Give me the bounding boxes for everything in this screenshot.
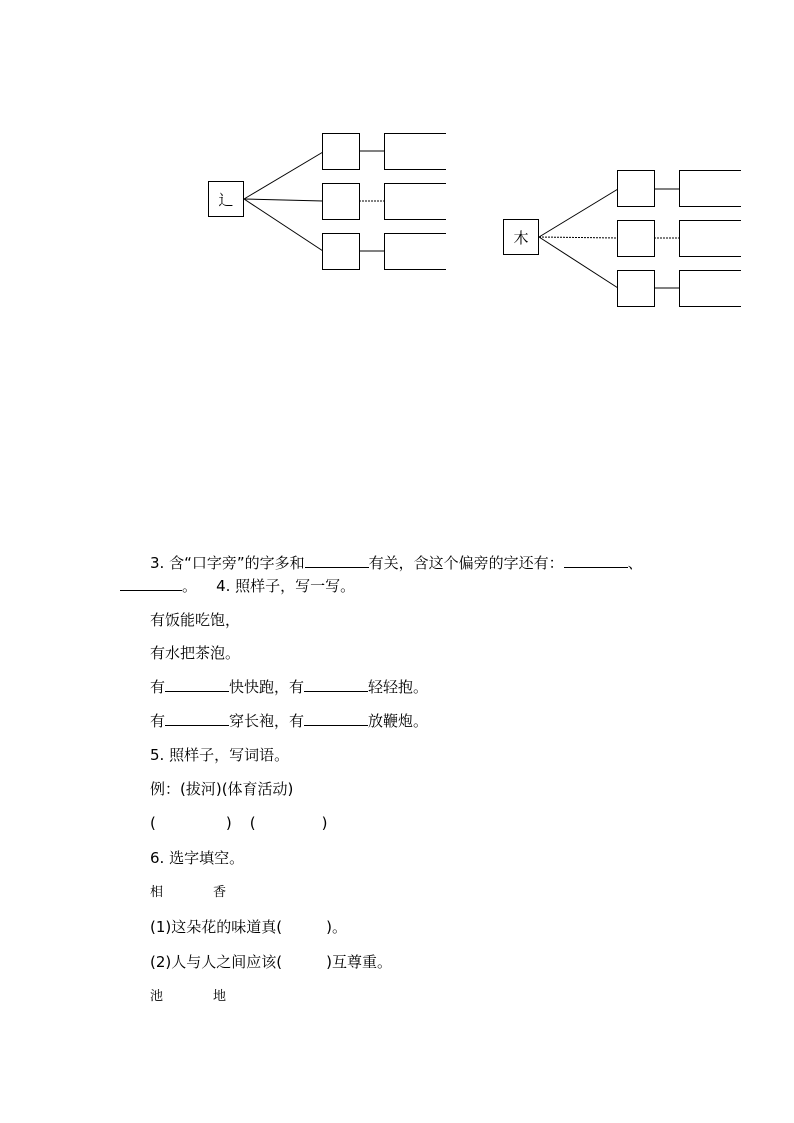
q5-paren-open-2: ( bbox=[249, 814, 256, 832]
q6-pair2-a: 池 bbox=[150, 989, 164, 1004]
q4-line-1: 有饭能吃饱， bbox=[150, 611, 241, 629]
q4-line4-b: 穿长袍，有 bbox=[229, 712, 305, 730]
q4-blank-4[interactable] bbox=[304, 711, 368, 726]
q6-pair2-b: 地 bbox=[213, 989, 227, 1004]
q6-pair1-b: 香 bbox=[213, 885, 227, 900]
q6-pair-2 bbox=[150, 987, 226, 1007]
q4-line4-a: 有 bbox=[150, 712, 166, 730]
q4-line-2: 有水把茶泡。 bbox=[150, 644, 241, 662]
q6-s2-b: )互尊重。 bbox=[326, 953, 392, 971]
q3-text-4: 。 bbox=[182, 577, 198, 595]
q4-line4-c: 放鞭炮。 bbox=[368, 712, 429, 730]
right-word-box-2[interactable] bbox=[679, 220, 741, 257]
q5-paren-close-1: ) bbox=[225, 814, 232, 832]
left-fan-line-3 bbox=[244, 199, 323, 251]
q5-answer-line bbox=[150, 813, 327, 833]
right-char-box-2[interactable] bbox=[617, 220, 655, 257]
q3-text-2: 有关，含这个偏旁的字还有： bbox=[368, 554, 564, 572]
q4-line-3 bbox=[150, 677, 428, 697]
right-word-box-3[interactable] bbox=[679, 270, 741, 307]
q3-blank-2[interactable] bbox=[564, 553, 628, 568]
q3-blank-1[interactable] bbox=[305, 553, 369, 568]
q4-line3-a: 有 bbox=[150, 678, 166, 696]
q3-blank-3[interactable] bbox=[120, 576, 182, 591]
q6-sentence-2 bbox=[150, 952, 392, 972]
right-root-box bbox=[503, 219, 539, 255]
left-word-box-1[interactable] bbox=[384, 133, 446, 170]
q3-line-1 bbox=[150, 553, 643, 573]
left-word-box-3[interactable] bbox=[384, 233, 446, 270]
right-fan-line-3 bbox=[539, 237, 618, 288]
right-fan-line-2 bbox=[539, 237, 618, 238]
q6-s1-b: )。 bbox=[326, 918, 347, 936]
left-char-box-1[interactable] bbox=[322, 133, 360, 170]
left-fan-line-2 bbox=[244, 199, 323, 201]
q5-example: 例：(拔河)(体育活动) bbox=[150, 780, 294, 798]
q6-pair1-a: 相 bbox=[150, 885, 164, 900]
q6-title: 6. 选字填空。 bbox=[150, 849, 245, 867]
q6-s2-a: (2)人与人之间应该( bbox=[150, 953, 283, 971]
q6-pair-1 bbox=[150, 883, 226, 903]
left-fan-line-1 bbox=[244, 152, 323, 199]
q5-paren-open-1: ( bbox=[150, 814, 156, 832]
right-char-box-1[interactable] bbox=[617, 170, 655, 207]
left-root-box bbox=[208, 181, 244, 217]
q3-line-2 bbox=[120, 576, 355, 596]
q6-s1-a: (1)这朵花的味道真( bbox=[150, 918, 283, 936]
q3-text-1: 3. 含“口字旁”的字多和 bbox=[150, 554, 305, 572]
right-fan-line-1 bbox=[539, 189, 618, 237]
q4-line-4 bbox=[150, 711, 428, 731]
q5-paren-close-2: ) bbox=[321, 814, 328, 832]
right-char-box-3[interactable] bbox=[617, 270, 655, 307]
q4-line3-b: 快快跑，有 bbox=[229, 678, 305, 696]
q4-title: 4. 照样子，写一写。 bbox=[216, 577, 356, 595]
q4-line3-c: 轻轻抱。 bbox=[368, 678, 429, 696]
right-word-box-1[interactable] bbox=[679, 170, 741, 207]
q4-blank-2[interactable] bbox=[304, 677, 368, 692]
q4-blank-1[interactable] bbox=[165, 677, 229, 692]
left-root-char: 辶 bbox=[218, 190, 234, 209]
q4-blank-3[interactable] bbox=[165, 711, 229, 726]
left-char-box-3[interactable] bbox=[322, 233, 360, 270]
left-char-box-2[interactable] bbox=[322, 183, 360, 220]
q5-title: 5. 照样子，写词语。 bbox=[150, 746, 290, 764]
right-root-char: 木 bbox=[513, 228, 529, 247]
q3-text-3: 、 bbox=[627, 554, 643, 572]
q6-sentence-1 bbox=[150, 917, 347, 937]
left-word-box-2[interactable] bbox=[384, 183, 446, 220]
